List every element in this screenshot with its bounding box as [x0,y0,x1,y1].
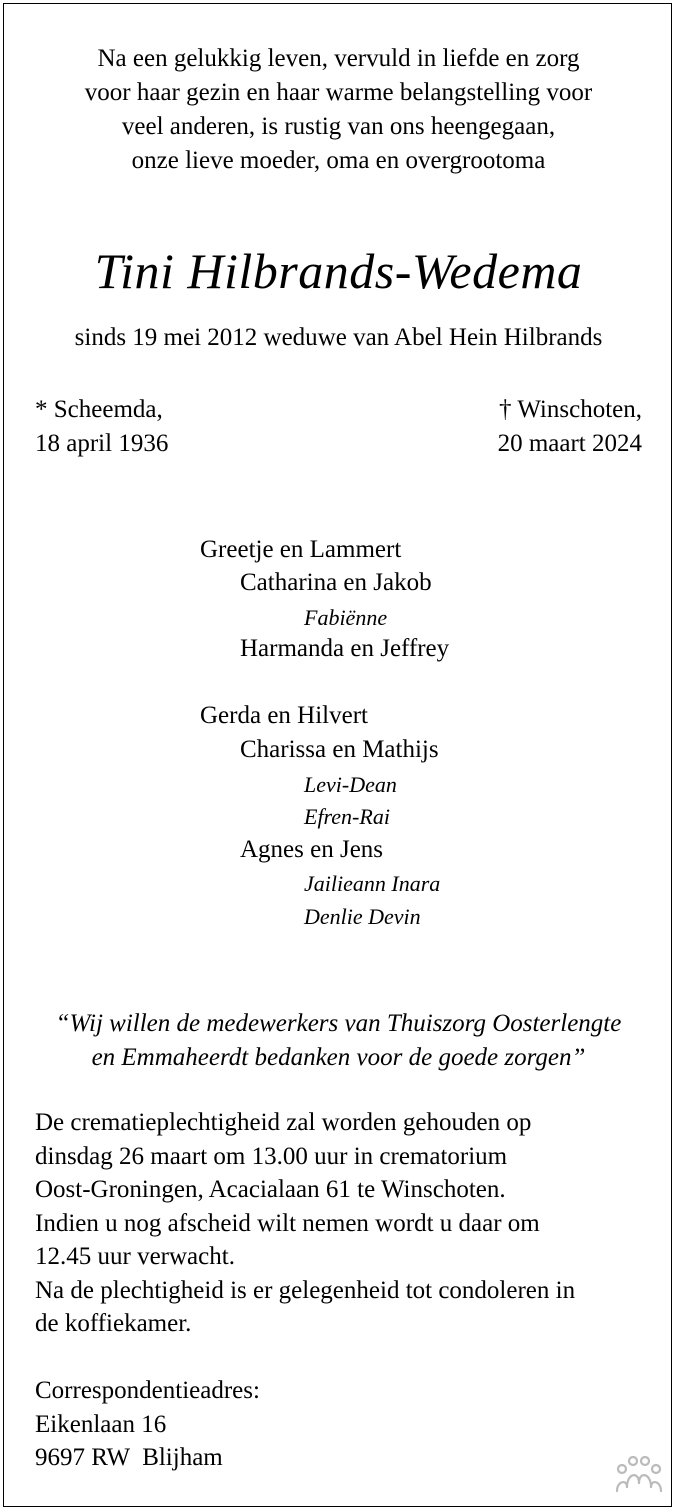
intro-text [0,42,677,178]
correspondence-label: Correspondentieadres: [35,1377,260,1404]
intro-line: onze lieve moeder, oma en overgrootoma [131,147,546,174]
ceremony-line: De crematieplechtigheid zal worden gehouden op [35,1109,532,1136]
ceremony-text [35,1106,575,1341]
ceremony-line: de koffiekamer. [35,1310,192,1337]
ceremony-line: Na de plechtigheid is er gelegenheid tot condoleren in [35,1276,576,1304]
ceremony-line: Indien u nog afscheid wilt nemen wordt u daar om [35,1209,540,1237]
death-info [498,393,642,461]
quote-line: “Wij willen de medewerkers van Thuiszorg Oosterlengte [55,1010,622,1037]
grandchild: Efren-Rai [304,804,390,829]
widow-line: sinds 19 mei 2012 weduwe van Abel Hein Hilbrands [74,324,603,351]
intro-line: Na een gelukkig leven, vervuld in liefde en zorg [97,45,580,72]
grandchild: Fabiënne [304,605,388,630]
intro-line: veel anderen, is rustig van ons heengegaan, [121,113,556,140]
family-member: Agnes en Jens [240,836,384,863]
grandchild: Levi-Dean [304,772,397,797]
quote-line: en Emmaheerdt bedanken voor de goede zorgen” [91,1044,586,1071]
birth-date: 18 april 1936 [35,430,169,457]
people-group-icon [614,1453,664,1495]
family-member: Charissa en Mathijs [240,736,439,763]
ceremony-line: dinsdag 26 maart om 13.00 uur in crematorium [35,1142,508,1170]
birth-place: * Scheemda, [35,396,163,423]
correspondence-city: 9697 RW Blijham [35,1444,223,1471]
grandchild: Denlie Devin [304,904,421,929]
correspondence-address [35,1374,260,1475]
death-place: † Winschoten, [499,396,642,423]
correspondence-street: Eikenlaan 16 [35,1410,167,1438]
deceased-name: Tini Hilbrands-Wedema [94,243,583,299]
death-date: 20 maart 2024 [497,430,642,457]
family-member: Catharina en Jakob [240,569,432,596]
intro-line: voor haar gezin en haar warme belangstelling voor [84,79,593,106]
family-member: Gerda en Hilvert [200,702,368,729]
grandchild: Jailieann Inara [304,871,441,896]
birth-info [35,393,168,461]
ceremony-line: 12.45 uur verwacht. [35,1243,235,1270]
thanks-quote [0,1007,677,1075]
family-member: Greetje en Lammert [200,536,402,563]
family-member: Harmanda en Jeffrey [240,635,450,662]
ceremony-line: Oost-Groningen, Acacialaan 61 te Winschoten. [35,1176,506,1203]
